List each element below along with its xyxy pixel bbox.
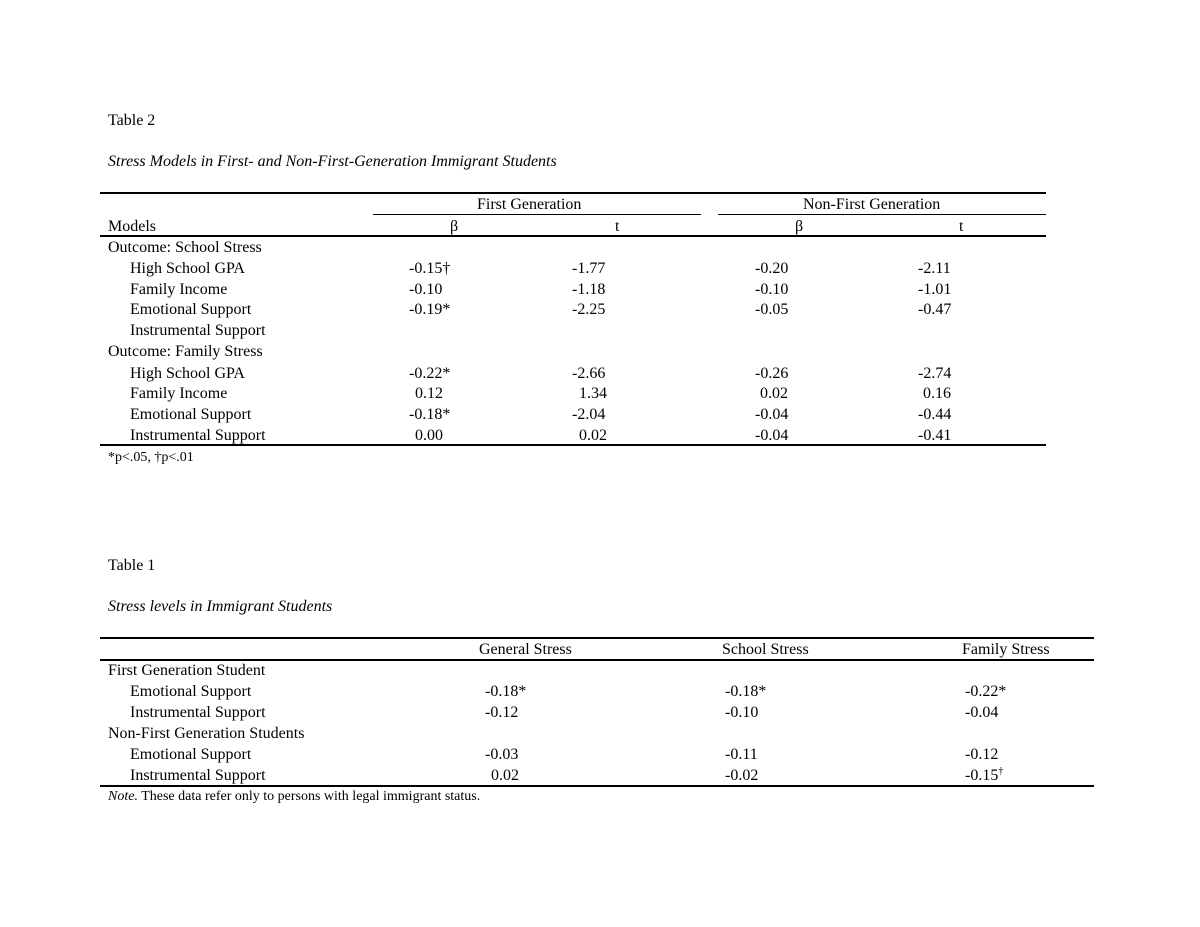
- table1-cell: -0.12: [485, 704, 519, 721]
- table1-note: [108, 790, 480, 804]
- table2-header-rule: [100, 235, 1046, 237]
- table2-cell: -0.47: [918, 301, 952, 318]
- table2-cell: -2.25: [572, 301, 606, 318]
- table2-cell: 0.02: [579, 427, 607, 444]
- table2-cell: 0.12: [415, 385, 443, 402]
- table2-row-label: Emotional Support: [130, 406, 252, 423]
- table2-title: Stress Models in First- and Non-First-Generation Immigrant Students: [108, 153, 557, 170]
- table2-col-header-beta-nonfirst: β: [795, 218, 804, 235]
- table2-row-label: Family Income: [130, 281, 228, 298]
- table1-cell: -0.18*: [725, 683, 767, 700]
- table2-section-family-stress: Outcome: Family Stress: [108, 343, 263, 360]
- table1-cell: -0.12: [965, 746, 999, 763]
- table1-cell-with-marker: [965, 768, 1003, 784]
- table2-cell: -0.41: [918, 427, 952, 444]
- table2-cell: -0.18*: [409, 406, 451, 423]
- table2-cell: -0.05: [755, 301, 789, 318]
- table2-cell: -1.77: [572, 260, 606, 277]
- table2-cell: 0.02: [760, 385, 788, 402]
- table1-cell: -0.11: [725, 746, 758, 763]
- table2-row-label: High School GPA: [130, 260, 245, 277]
- table2-group-rule-nonfirst: [718, 214, 1046, 215]
- table2-cell: -0.10: [409, 281, 443, 298]
- table2-cell: -0.44: [918, 406, 952, 423]
- table1-col-header-family: Family Stress: [962, 641, 1050, 658]
- table1-header-rule: [100, 659, 1094, 661]
- table2-section-school-stress: Outcome: School Stress: [108, 239, 262, 256]
- table2-col-header-beta-first: β: [450, 218, 459, 235]
- table2-group-rule-first: [373, 214, 701, 215]
- table1-note-text: These data refer only to persons with legal immigrant status.: [137, 789, 481, 804]
- table2-top-rule: [100, 192, 1046, 194]
- table2-cell: -1.18: [572, 281, 606, 298]
- table2-row-label: Emotional Support: [130, 301, 252, 318]
- table2-row-label: High School GPA: [130, 365, 245, 382]
- table2-group-header-nonfirst: Non-First Generation: [803, 196, 941, 213]
- table2-cell: 1.34: [579, 385, 607, 402]
- table1-bottom-rule: [100, 785, 1094, 787]
- table1-section-nonfirst-gen: Non-First Generation Students: [108, 725, 305, 742]
- table2-bottom-rule: [100, 444, 1046, 446]
- table1-cell: -0.22*: [965, 683, 1007, 700]
- table1-col-header-school: School Stress: [722, 641, 809, 658]
- table2-cell: -0.22*: [409, 365, 451, 382]
- table1-label: Table 1: [108, 557, 156, 574]
- table1-cell: -0.03: [485, 746, 519, 763]
- table2-cell: -0.19*: [409, 301, 451, 318]
- table1-title: Stress levels in Immigrant Students: [108, 598, 333, 615]
- table1-row-label: Instrumental Support: [130, 767, 266, 784]
- table2-cell: -0.15†: [409, 260, 451, 277]
- table2-cell: -0.04: [755, 427, 789, 444]
- table1-cell: -0.02: [725, 767, 759, 784]
- table2-label: Table 2: [108, 112, 156, 129]
- table2-col-header-t-nonfirst: t: [959, 218, 964, 235]
- table1-row-label: Emotional Support: [130, 746, 252, 763]
- table2-row-label: Instrumental Support: [130, 427, 266, 444]
- table1-row-label: Emotional Support: [130, 683, 252, 700]
- table1-top-rule: [100, 637, 1094, 639]
- table2-cell: -0.04: [755, 406, 789, 423]
- table2-cell: -2.11: [918, 260, 951, 277]
- table2-row-header: Models: [108, 218, 156, 235]
- table1-row-label: Instrumental Support: [130, 704, 266, 721]
- table2-cell: 0.16: [923, 385, 951, 402]
- table1-cell: -0.04: [965, 704, 999, 721]
- table1-cell: -0.10: [725, 704, 759, 721]
- table1-section-first-gen: First Generation Student: [108, 662, 266, 679]
- table2-cell: -2.04: [572, 406, 606, 423]
- table2-group-header-first: First Generation: [477, 196, 582, 213]
- table1-col-header-general: General Stress: [479, 641, 572, 658]
- table2-cell: -2.74: [918, 365, 952, 382]
- table2-col-header-t-first: t: [615, 218, 620, 235]
- table2-row-label: Instrumental Support: [130, 322, 266, 339]
- table2-row-label: Family Income: [130, 385, 228, 402]
- table2-footnote: *p<.05, †p<.01: [108, 450, 194, 465]
- table2-cell: -2.66: [572, 365, 606, 382]
- table1-cell: -0.18*: [485, 683, 527, 700]
- table2-cell: -0.26: [755, 365, 789, 382]
- table1-note-label: Note.: [108, 789, 138, 804]
- table2-cell: -0.20: [755, 260, 789, 277]
- table2-cell: -1.01: [918, 281, 952, 298]
- table2-cell: -0.10: [755, 281, 789, 298]
- table2-cell: 0.00: [415, 427, 443, 444]
- table1-cell: 0.02: [491, 767, 519, 784]
- dagger-marker: †: [998, 766, 1004, 777]
- table1-cell-value: -0.15: [965, 767, 999, 784]
